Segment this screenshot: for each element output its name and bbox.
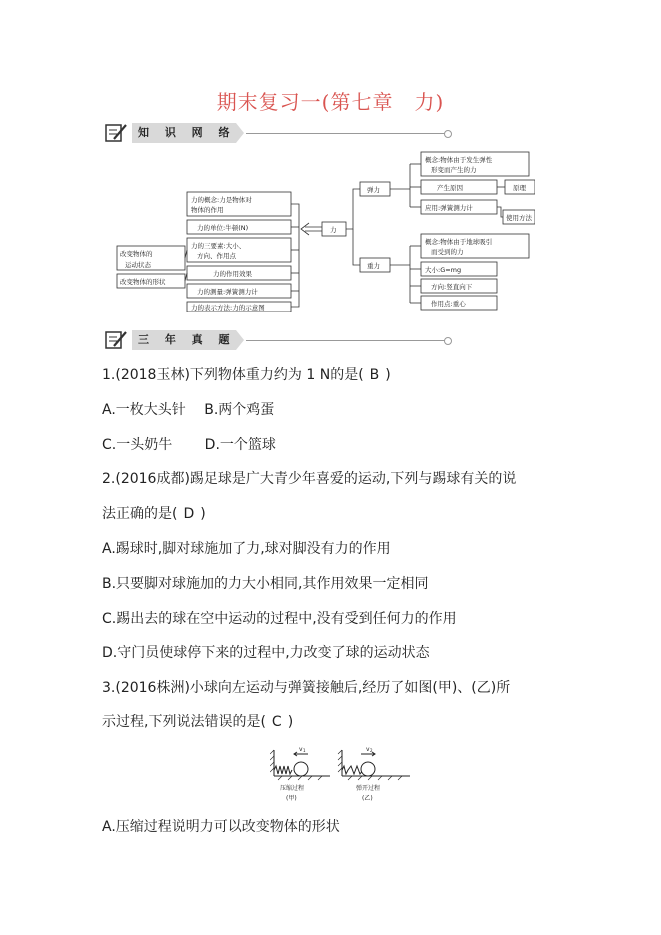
- diagram-gr-concept-1: 概念:物体由于地球吸引: [425, 238, 493, 246]
- caption-jia: (甲): [286, 795, 297, 802]
- page-title: 期末复习一(第七章 力): [216, 90, 445, 114]
- diagram-gr-size: 大小:G=mg: [425, 266, 462, 274]
- diagram-left-2: 运动状态: [125, 261, 151, 269]
- diagram-elastic: 弹力: [367, 186, 380, 194]
- velocity-label-1: v: [299, 746, 303, 753]
- option-line: C.一头奶牛 D.一个篮球: [102, 437, 276, 453]
- diagram-left-1: 改变物体的: [120, 250, 153, 258]
- question-stem: 1.(2018玉林)下列物体重力约为 1 N的是(: [102, 367, 364, 383]
- diagram-left-3: 改变物体的形状: [120, 278, 166, 286]
- question-3-line-2: 示过程,下列说法错误的是( C ): [102, 714, 294, 730]
- question-3-line-1: 3.(2016株洲)小球向左运动与弹簧接触后,经历了如图(甲)、(乙)所: [102, 680, 511, 696]
- diagram-el-concept-1: 概念:物体由于发生弹性: [425, 156, 493, 164]
- question-3-option-a: A.压缩过程说明力可以改变物体的形状: [102, 819, 340, 835]
- answer: B: [369, 367, 380, 383]
- diagram-three-2: 方向、作用点: [197, 252, 236, 260]
- answer: D: [183, 506, 195, 522]
- question-stem: 示过程,下列说法错误的是(: [102, 714, 266, 730]
- caption-rebound: 弹开过程: [356, 785, 381, 792]
- diagram-represent: 力的表示方法:力的示意图: [191, 304, 265, 312]
- question-2-line-1: 2.(2016成都)踢足球是广大青少年喜爱的运动,下列与踢球有关的说: [102, 471, 517, 487]
- knowledge-diagram: [115, 150, 535, 312]
- pencil-notebook-icon: [104, 330, 128, 350]
- diagram-el-concept-2: 形变而产生的力: [431, 166, 477, 174]
- section-label: 三 年 真 题: [132, 330, 236, 350]
- diagram-el-principle: 原理: [513, 184, 526, 192]
- question-1: 1.(2018玉林)下列物体重力约为 1 N的是( B ): [102, 367, 391, 383]
- diagram-measure: 力的测量:弹簧测力计: [197, 288, 258, 296]
- caption-yi: (乙): [362, 795, 373, 802]
- diagram-concept-1: 力的概念:力是物体对: [191, 196, 252, 204]
- section-banner-network: [104, 123, 454, 143]
- diagram-gr-dir: 方向:竖直向下: [431, 283, 473, 291]
- diagram-el-app: 应用:弹簧测力计: [425, 204, 473, 212]
- diagram-el-cause: 产生原因: [437, 184, 463, 192]
- diagram-concept-2: 物体的作用: [191, 206, 224, 214]
- question-stem: 法正确的是(: [102, 506, 178, 522]
- question-2-line-2: 法正确的是( D ): [102, 506, 206, 522]
- diagram-three-1: 力的三要素:大小、: [191, 242, 246, 250]
- diagram-center: 力: [330, 226, 337, 234]
- caption-compress: 压缩过程: [280, 785, 305, 792]
- answer: C: [271, 714, 282, 730]
- svg-text:2: 2: [370, 748, 373, 753]
- diagram-el-usage: 使用方法: [506, 214, 532, 222]
- option-line: D.守门员使球停下来的过程中,力改变了球的运动状态: [102, 645, 430, 661]
- velocity-label-2: v: [366, 746, 370, 753]
- diagram-gr-concept-2: 而受到的力: [431, 248, 464, 256]
- diagram-unit: 力的单位:牛顿(N): [197, 224, 249, 232]
- pencil-notebook-icon: [104, 123, 128, 143]
- svg-text:1: 1: [303, 748, 306, 753]
- section-label: 知 识 网 络: [132, 123, 236, 143]
- section-banner-real: [104, 330, 454, 350]
- option-line: B.只要脚对球施加的力大小相同,其作用效果一定相同: [102, 576, 429, 592]
- spring-figure: [270, 742, 412, 804]
- diagram-effect: 力的作用效果: [213, 270, 252, 278]
- option-line: C.踢出去的球在空中运动的过程中,没有受到任何力的作用: [102, 611, 457, 627]
- option-line: A.一枚大头针 B.两个鸡蛋: [102, 402, 275, 418]
- option-line: A.踢球时,脚对球施加了力,球对脚没有力的作用: [102, 541, 391, 557]
- diagram-gr-point: 作用点:重心: [431, 300, 466, 308]
- diagram-gravity: 重力: [367, 262, 380, 270]
